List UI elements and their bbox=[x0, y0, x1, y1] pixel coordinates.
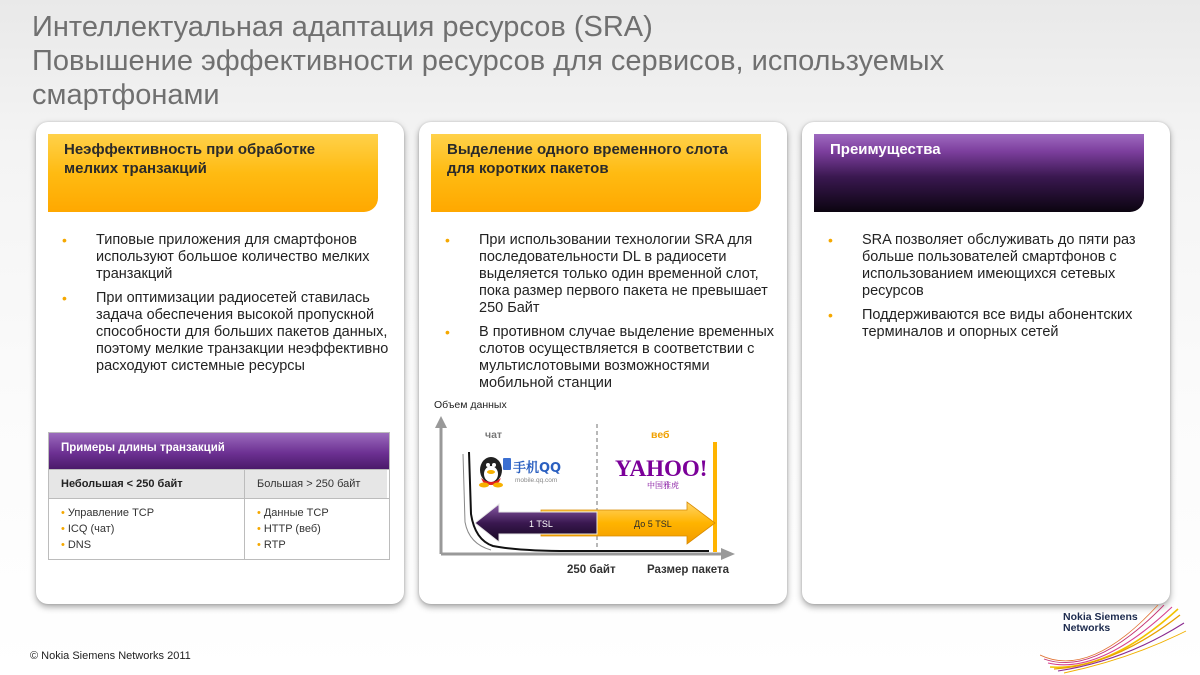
bullet-dot-icon: • bbox=[445, 324, 450, 340]
table-item-text: HTTP (веб) bbox=[263, 523, 321, 535]
table-col-large-header: Большая > 250 байт bbox=[245, 470, 387, 498]
card-inefficiency-bullets bbox=[62, 232, 394, 382]
table-item bbox=[257, 521, 387, 537]
arrow-1-tsl-label: 1 TSL bbox=[529, 519, 553, 529]
table-item-text: RTP bbox=[263, 539, 286, 551]
table-row bbox=[49, 498, 389, 559]
card-advantages-bullets bbox=[828, 232, 1160, 348]
bullet-dot-icon: • bbox=[62, 232, 67, 248]
chart-y-axis-arrow-icon bbox=[435, 416, 447, 428]
bullet-dot-icon: • bbox=[61, 539, 65, 551]
bullet-text: В противном случае выделение временных слотов осуществляется в соответствии с мультислотовыми возможностями мобильной станции bbox=[479, 324, 774, 391]
yahoo-logo-text: YAHOO! bbox=[615, 456, 708, 481]
qq-logo-subtext: mobile.qq.com bbox=[515, 477, 558, 484]
brand-line1: Nokia Siemens bbox=[1063, 611, 1138, 623]
bullet-item bbox=[828, 232, 1160, 300]
table-item bbox=[61, 521, 244, 537]
bullet-dot-icon: • bbox=[257, 523, 261, 535]
card-inefficiency bbox=[36, 122, 404, 604]
bullet-text: SRA позволяет обслуживать до пяти раз больше пользователей смартфонов с использованием имеющихся сетевых ресурсов bbox=[862, 232, 1136, 299]
bullet-text: При оптимизации радиосетей ставилась задача обеспечения высокой пропускной способности для больших пакетов данных, поэтому мелкие транзакции неэффективно расходуют системные ресурсы bbox=[96, 290, 389, 374]
bullet-text: При использовании технологии SRA для последовательности DL в радиосети выделяется только один временной слот, пока размер первого пакета не превышает 250 Байт bbox=[479, 232, 768, 316]
card-header-line1: Выделение одного временного слота bbox=[447, 141, 728, 158]
qq-logo-text: 手机QQ bbox=[513, 461, 562, 476]
table-item-text: Данные TCP bbox=[263, 507, 329, 519]
slide-title bbox=[32, 10, 1132, 112]
table-item-text: Управление TCP bbox=[67, 507, 155, 519]
card-single-timeslot bbox=[419, 122, 787, 604]
card-header-line2: для коротких пакетов bbox=[447, 160, 609, 177]
bullet-item bbox=[445, 232, 777, 317]
table-item-text: ICQ (чат) bbox=[67, 523, 115, 535]
card-header-line1: Неэффективность при обработке bbox=[64, 141, 316, 158]
bullet-dot-icon: • bbox=[257, 539, 261, 551]
table-header-row bbox=[49, 469, 389, 498]
bullet-item bbox=[62, 232, 394, 283]
card-single-timeslot-bullets bbox=[445, 232, 777, 399]
table-title: Примеры длины транзакций bbox=[49, 433, 389, 469]
card-header-line2: мелких транзакций bbox=[64, 160, 207, 177]
qq-logo bbox=[479, 457, 561, 488]
bullet-dot-icon: • bbox=[61, 523, 65, 535]
chart-x-axis-arrow-icon bbox=[721, 548, 735, 560]
bullet-item bbox=[828, 307, 1160, 341]
bullet-dot-icon: • bbox=[445, 232, 450, 248]
yahoo-logo-subtext: 中国雅虎 bbox=[647, 481, 679, 490]
yahoo-logo bbox=[615, 456, 707, 490]
bullet-dot-icon: • bbox=[62, 290, 67, 306]
table-col-small-header: Небольшая < 250 байт bbox=[49, 470, 245, 498]
brand-swoosh-icon bbox=[1040, 605, 1190, 675]
table-item-text: DNS bbox=[67, 539, 92, 551]
table-item bbox=[257, 537, 387, 553]
slide-title-line2: Повышение эффективности ресурсов для сервисов, используемых bbox=[32, 45, 945, 77]
packet-size-diagram bbox=[429, 412, 759, 562]
table-col-large-items bbox=[245, 499, 387, 559]
slide-title-line1: Интеллектуальная адаптация ресурсов (SRA) bbox=[32, 11, 653, 43]
bullet-dot-icon: • bbox=[257, 507, 261, 519]
table-item bbox=[61, 505, 244, 521]
bullet-dot-icon: • bbox=[828, 307, 833, 323]
brand-line2: Networks bbox=[1063, 622, 1111, 634]
transaction-examples-table bbox=[48, 432, 390, 560]
slide-title-line3: смартфонами bbox=[32, 79, 220, 111]
chart-region-chat-label: чат bbox=[485, 429, 503, 441]
card-single-timeslot-header bbox=[431, 134, 761, 212]
arrow-5-tsl-label: До 5 TSL bbox=[634, 519, 672, 529]
chart-x-mark-label: 250 байт bbox=[567, 564, 616, 576]
bullet-dot-icon: • bbox=[61, 507, 65, 519]
bullet-dot-icon: • bbox=[828, 232, 833, 248]
bullet-text: Типовые приложения для смартфонов используют большое количество мелких транзакций bbox=[96, 232, 370, 282]
bullet-text: Поддерживаются все виды абонентских терминалов и опорных сетей bbox=[862, 307, 1133, 340]
chart-region-web-label: веб bbox=[651, 429, 670, 441]
table-col-small-items bbox=[49, 499, 245, 559]
card-header-line1: Преимущества bbox=[830, 141, 941, 158]
copyright-text: © Nokia Siemens Networks 2011 bbox=[30, 650, 191, 662]
card-advantages-header bbox=[814, 134, 1144, 212]
table-item bbox=[61, 537, 244, 553]
table-item bbox=[257, 505, 387, 521]
card-advantages bbox=[802, 122, 1170, 604]
chart-xlabel: Размер пакета bbox=[647, 564, 729, 576]
card-inefficiency-header bbox=[48, 134, 378, 212]
chart-ylabel: Объем данных bbox=[434, 399, 507, 411]
bullet-item bbox=[445, 324, 777, 392]
bullet-item bbox=[62, 290, 394, 375]
